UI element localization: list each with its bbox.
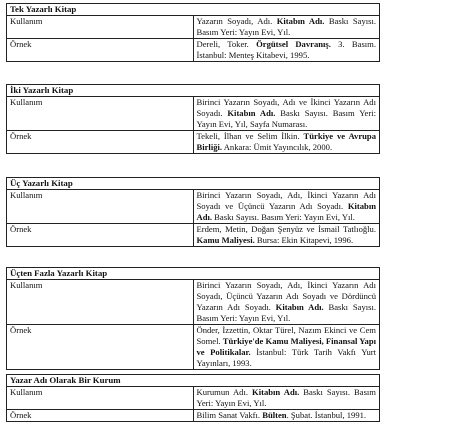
text-run: Bursa: Ekin Kitapevi, 1996.: [254, 235, 354, 245]
text-run: Birinci Yazarın Soyadı, Adı ve İkinci Yazarın Adı Soyadı.: [196, 97, 376, 118]
text-run: Yazarın Soyadı, Adı.: [196, 16, 277, 26]
text-run: . Şubat. İstanbul, 1991.: [286, 410, 367, 420]
usage-row: [7, 190, 380, 224]
text-run: Kurumun Adı.: [196, 387, 253, 397]
example-row: [7, 131, 380, 154]
text-run: Kitabın Adı.: [227, 108, 276, 118]
text-run: Kitabın Adı.: [252, 387, 300, 397]
example-label: Örnek: [7, 410, 194, 422]
usage-row: [7, 97, 380, 131]
usage-row: [7, 280, 380, 325]
text-run: Baskı Sayısı. Basım Yeri: Yayın Evi, Yıl.: [196, 302, 377, 323]
text-run: Ankara: Ümit Yayıncılık, 2000.: [222, 142, 333, 152]
usage-text: [193, 16, 380, 39]
citation-table-three-authors: [6, 177, 380, 247]
example-row: [7, 325, 380, 370]
usage-label: Kullanım: [7, 190, 194, 224]
example-row: [7, 410, 380, 422]
example-label: Örnek: [7, 325, 194, 370]
text-run: Baskı Sayısı. Basım Yeri: Yayın Evi, Yıl.: [212, 212, 355, 222]
example-row: [7, 39, 380, 62]
text-run: Türkiye'de Kamu Maliyesi, Finansal Yapı ve Politikalar.: [196, 336, 376, 357]
example-label: Örnek: [7, 39, 194, 62]
citation-table-two-authors: [6, 84, 380, 154]
text-run: 3. Basım. İstanbul: Menteş Kitabevi, 1995.: [196, 39, 377, 60]
example-text: [193, 131, 380, 154]
usage-row: [7, 16, 380, 39]
text-run: Önder, İzzettin, Oktar Türel, Nazım Ekinci ve Cem Somel.: [196, 325, 376, 346]
text-run: Birinci Yazarın Soyadı, Adı, İkinci Yazarın Adı Soyadı ve Üçüncü Yazarın Adı Soyadı.: [196, 190, 376, 211]
usage-label: Kullanım: [7, 16, 194, 39]
example-text: [193, 325, 380, 370]
text-run: Örgütsel Davranış.: [256, 39, 331, 49]
text-run: Birinci Yazarın Soyadı, Adı, İkinci Yazarın Adı Soyadı, Üçüncü Yazarın Adı Soyadı ve Dördüncü Yazarın Adı Soyadı.: [196, 280, 376, 312]
text-run: Kamu Maliyesi.: [196, 235, 255, 245]
text-run: Türkiye ve Avrupa Birliği.: [196, 131, 376, 152]
section-title: Üç Yazarlı Kitap: [7, 178, 380, 190]
section-title: Tek Yazarlı Kitap: [7, 4, 380, 16]
section-title: Yazar Adı Olarak Bir Kurum: [7, 375, 380, 387]
example-label: Örnek: [7, 131, 194, 154]
example-label: Örnek: [7, 224, 194, 247]
text-run: Baskı Sayısı. Basım Yeri: Yayın Evi, Yıl.: [196, 16, 377, 37]
section-title: İki Yazarlı Kitap: [7, 85, 380, 97]
text-run: Tekeli, İlhan ve Selim İlkin.: [196, 131, 304, 141]
usage-label: Kullanım: [7, 387, 194, 410]
usage-row: [7, 387, 380, 410]
text-run: Baskı Sayısı. Basım Yeri: Yayın Evi, Yıl.: [196, 387, 376, 408]
usage-text: [193, 190, 380, 224]
citation-table-institution-author: [6, 374, 380, 422]
section-title: Üçten Fazla Yazarlı Kitap: [7, 268, 380, 280]
citation-table-single-author: [6, 3, 380, 62]
usage-text: [193, 97, 380, 131]
text-run: Kitabın Adı.: [276, 16, 325, 26]
text-run: Bilim Sanat Vakfı.: [196, 410, 263, 420]
text-run: Bülten: [262, 410, 287, 420]
example-text: [193, 410, 380, 422]
text-run: Baskı Sayısı. Basım Yeri: Yayın Evi, Yıl, Sayfa Numarası.: [196, 108, 377, 129]
text-run: İstanbul: Türk Tarih Vakfı Yurt Yayınları, 1993.: [196, 347, 376, 368]
example-row: [7, 224, 380, 247]
usage-label: Kullanım: [7, 280, 194, 325]
example-text: [193, 224, 380, 247]
usage-text: [193, 280, 380, 325]
text-run: Kitabın Adı.: [196, 201, 376, 222]
example-text: [193, 39, 380, 62]
text-run: Erdem, Metin, Doğan Şenyüz ve İsmail Tatlıoğlu.: [196, 224, 376, 234]
citation-table-more-than-three-authors: [6, 267, 380, 370]
usage-label: Kullanım: [7, 97, 194, 131]
usage-text: [193, 387, 380, 410]
text-run: Kitabın Adı.: [275, 302, 324, 312]
text-run: Dereli, Toker.: [196, 39, 257, 49]
